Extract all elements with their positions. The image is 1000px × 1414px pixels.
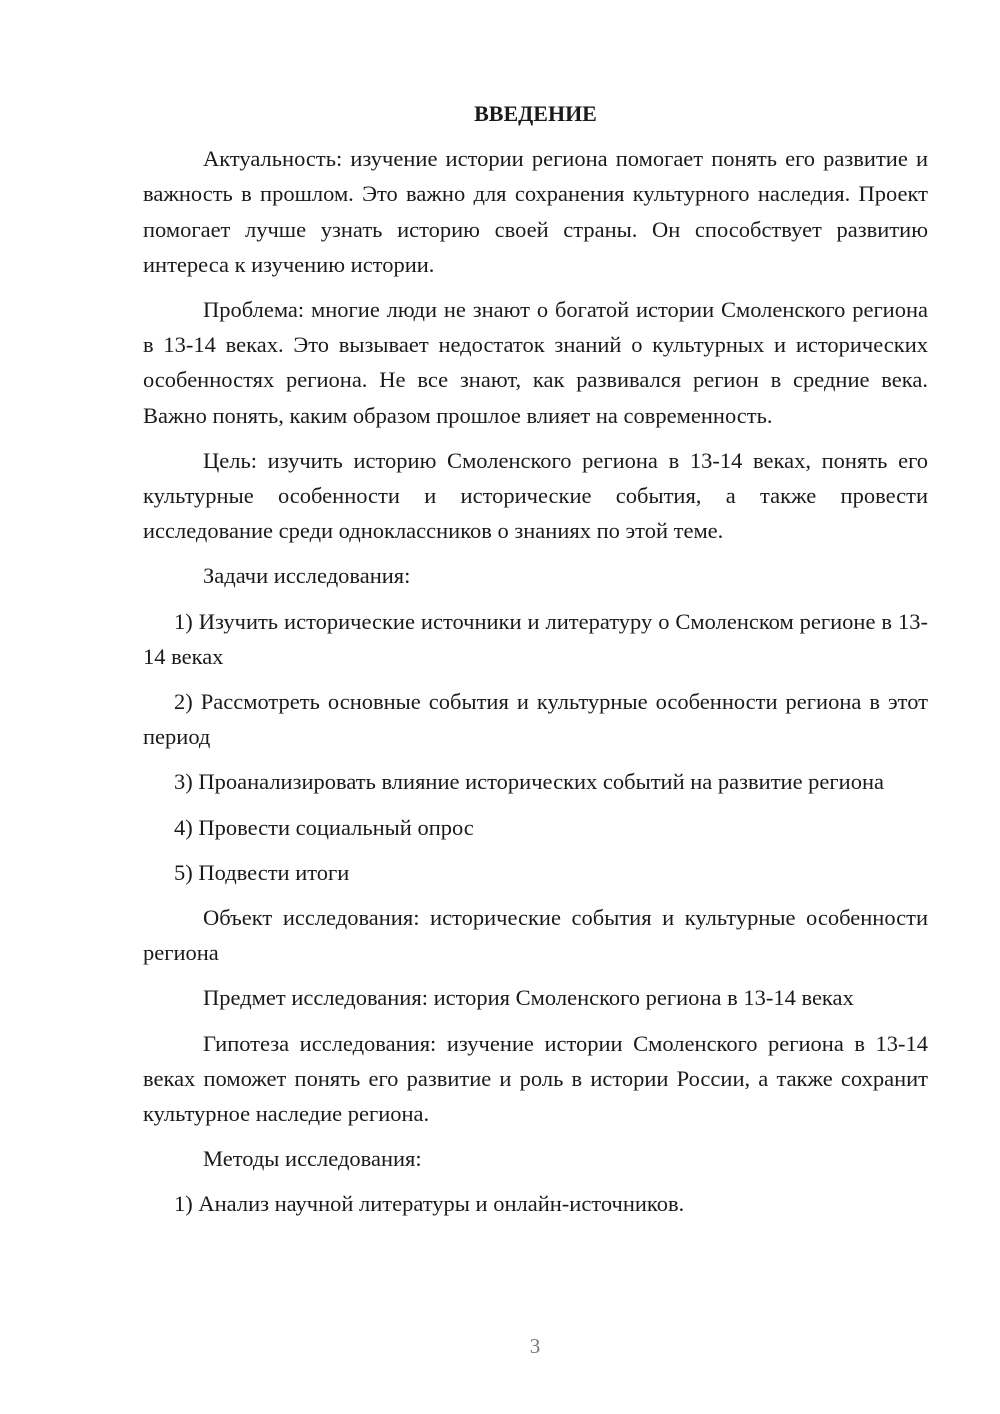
paragraph-relevance: Актуальность: изучение истории региона помогает понять его развитие и важность в прошлом. Это важно для сохранения культурного наследия. Проект помогает лучше узнать историю своей страны. Он способствует развитию интереса к изучению истории. [143, 146, 928, 277]
methods-heading: Методы исследования: [203, 1146, 422, 1172]
document-body [143, 96, 928, 1232]
page-number: 3 [529, 1334, 541, 1358]
method-item-1: 1) Анализ научной литературы и онлайн-источников. [174, 1191, 685, 1217]
task-item-5: 5) Подвести итоги [174, 859, 350, 885]
task-item-2: 2) Рассмотреть основные события и культурные особенности региона в этот период [143, 689, 928, 750]
paragraph-goal: Цель: изучить историю Смоленского региона в 13-14 веках, понять его культурные особенности и исторические события, а также провести исследование среди одноклассников о знаниях по этой теме. [143, 447, 928, 544]
paragraph-problem: Проблема: многие люди не знают о богатой истории Смоленского региона в 13-14 веках. Это вызывает недостаток знаний о культурных и исторических особенностях региона. Не все знают, как развивался регион в средние века. Важно понять, каким образом прошлое влияет на современность. [143, 297, 928, 428]
task-item-3: 3) Проанализировать влияние исторических событий на развитие региона [174, 769, 884, 795]
paragraph-hypothesis: Гипотеза исследования: изучение истории Смоленского региона в 13-14 веках поможет понять его развитие и роль в истории России, а также сохранит культурное наследие региона. [143, 1030, 928, 1127]
task-item-1: 1) Изучить исторические источники и литературу о Смоленском регионе в 13-14 веках [143, 608, 928, 669]
tasks-heading: Задачи исследования: [203, 563, 411, 589]
task-item-4: 4) Провести социальный опрос [174, 814, 474, 840]
document-title: ВВЕДЕНИЕ [474, 101, 597, 126]
paragraph-subject: Предмет исследования: история Смоленского региона в 13-14 веках [203, 985, 854, 1011]
paragraph-object: Объект исследования: исторические события и культурные особенности региона [143, 905, 928, 966]
